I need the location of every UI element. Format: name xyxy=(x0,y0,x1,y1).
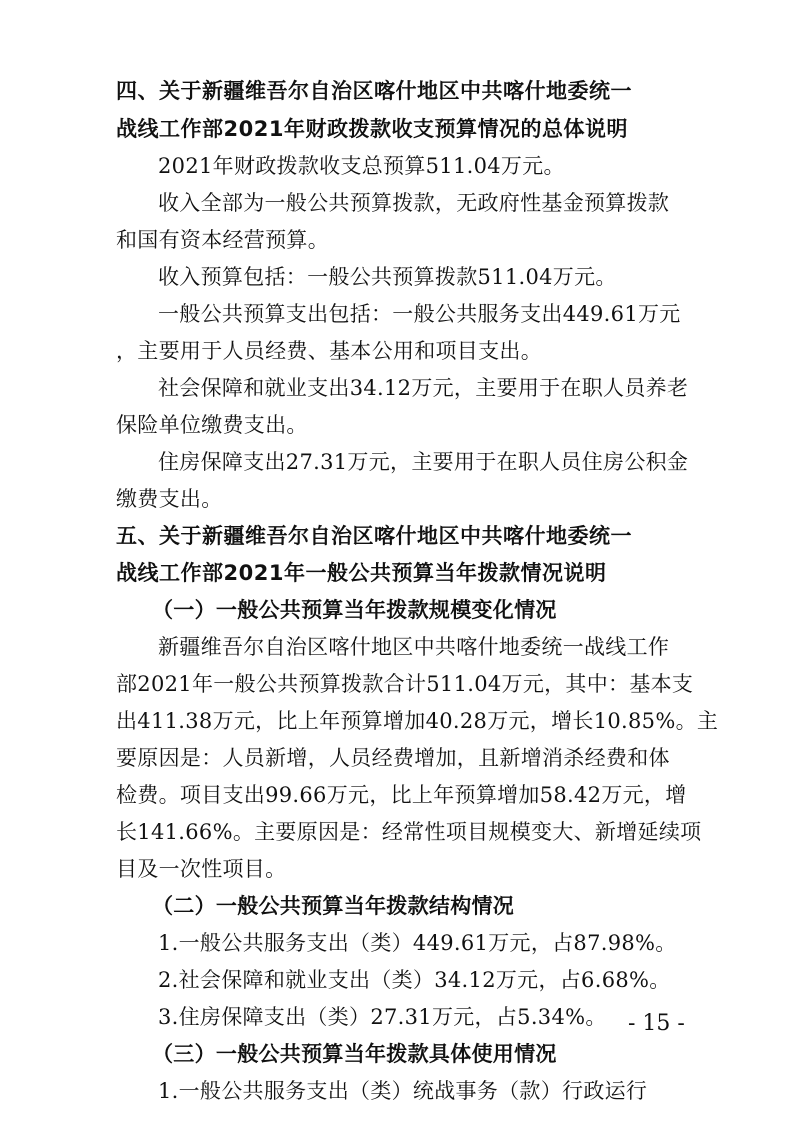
paragraph-social-security-line-2: 保险单位缴费支出。 xyxy=(116,413,308,437)
subsection-three-heading: （三）一般公共预算当年拨款具体使用情况 xyxy=(152,1041,557,1066)
paragraph-expenditure-line-2: ，主要用于人员经费、基本公用和项目支出。 xyxy=(116,339,542,363)
paragraph-income-budget: 收入预算包括：一般公共预算拨款511.04万元。 xyxy=(158,265,617,289)
structure-item-3: 3.住房保障支出（类）27.31万元，占5.34%。 xyxy=(158,1005,607,1029)
section-four-heading-line-1: 四、关于新疆维吾尔自治区喀什地区中共喀什地委统一 xyxy=(116,79,632,103)
paragraph-housing-line-1: 住房保障支出27.31万元，主要用于在职人员住房公积金 xyxy=(158,450,689,474)
structure-item-2: 2.社会保障和就业支出（类）34.12万元，占6.68%。 xyxy=(158,968,671,992)
paragraph-scale-line-5: 检费。项目支出99.66万元，比上年预算增加58.42万元，增 xyxy=(116,783,687,807)
paragraph-scale-line-4: 要原因是：人员新增，人员经费增加，且新增消杀经费和体 xyxy=(116,746,670,770)
paragraph-income-line-1: 收入全部为一般公共预算拨款，无政府性基金预算拨款 xyxy=(158,191,670,215)
section-five-heading-line-1: 五、关于新疆维吾尔自治区喀什地区中共喀什地委统一 xyxy=(116,524,632,548)
usage-item-1-line-1: 1.一般公共服务支出（类）统战事务（款）行政运行 xyxy=(158,1079,648,1103)
paragraph-total-budget: 2021年财政拨款收支总预算511.04万元。 xyxy=(158,154,565,178)
paragraph-expenditure-line-1: 一般公共预算支出包括：一般公共服务支出449.61万元 xyxy=(158,302,681,326)
section-five-heading-line-2: 战线工作部2021年一般公共预算当年拨款情况说明 xyxy=(116,561,607,585)
subsection-two-heading: （二）一般公共预算当年拨款结构情况 xyxy=(152,893,515,918)
paragraph-scale-line-6: 长141.66%。主要原因是：经常性项目规模变大、新增延续项 xyxy=(116,820,702,844)
paragraph-income-line-2: 和国有资本经营预算。 xyxy=(116,228,329,252)
paragraph-housing-line-2: 缴费支出。 xyxy=(116,487,223,511)
subsection-one-heading: （一）一般公共预算当年拨款规模变化情况 xyxy=(152,597,557,622)
paragraph-scale-line-3: 出411.38万元，比上年预算增加40.28万元，增长10.85%。主 xyxy=(116,709,719,733)
structure-item-1: 1.一般公共服务支出（类）449.61万元，占87.98%。 xyxy=(158,931,677,955)
section-four-heading-line-2: 战线工作部2021年财政拨款收支预算情况的总体说明 xyxy=(116,117,628,141)
paragraph-scale-line-7: 目及一次性项目。 xyxy=(116,857,287,881)
paragraph-social-security-line-1: 社会保障和就业支出34.12万元，主要用于在职人员养老 xyxy=(158,376,689,400)
paragraph-scale-line-2: 部2021年一般公共预算拨款合计511.04万元，其中：基本支 xyxy=(116,672,694,696)
page-number: - 15 - xyxy=(628,1011,685,1036)
paragraph-scale-line-1: 新疆维吾尔自治区喀什地区中共喀什地委统一战线工作 xyxy=(158,635,670,659)
